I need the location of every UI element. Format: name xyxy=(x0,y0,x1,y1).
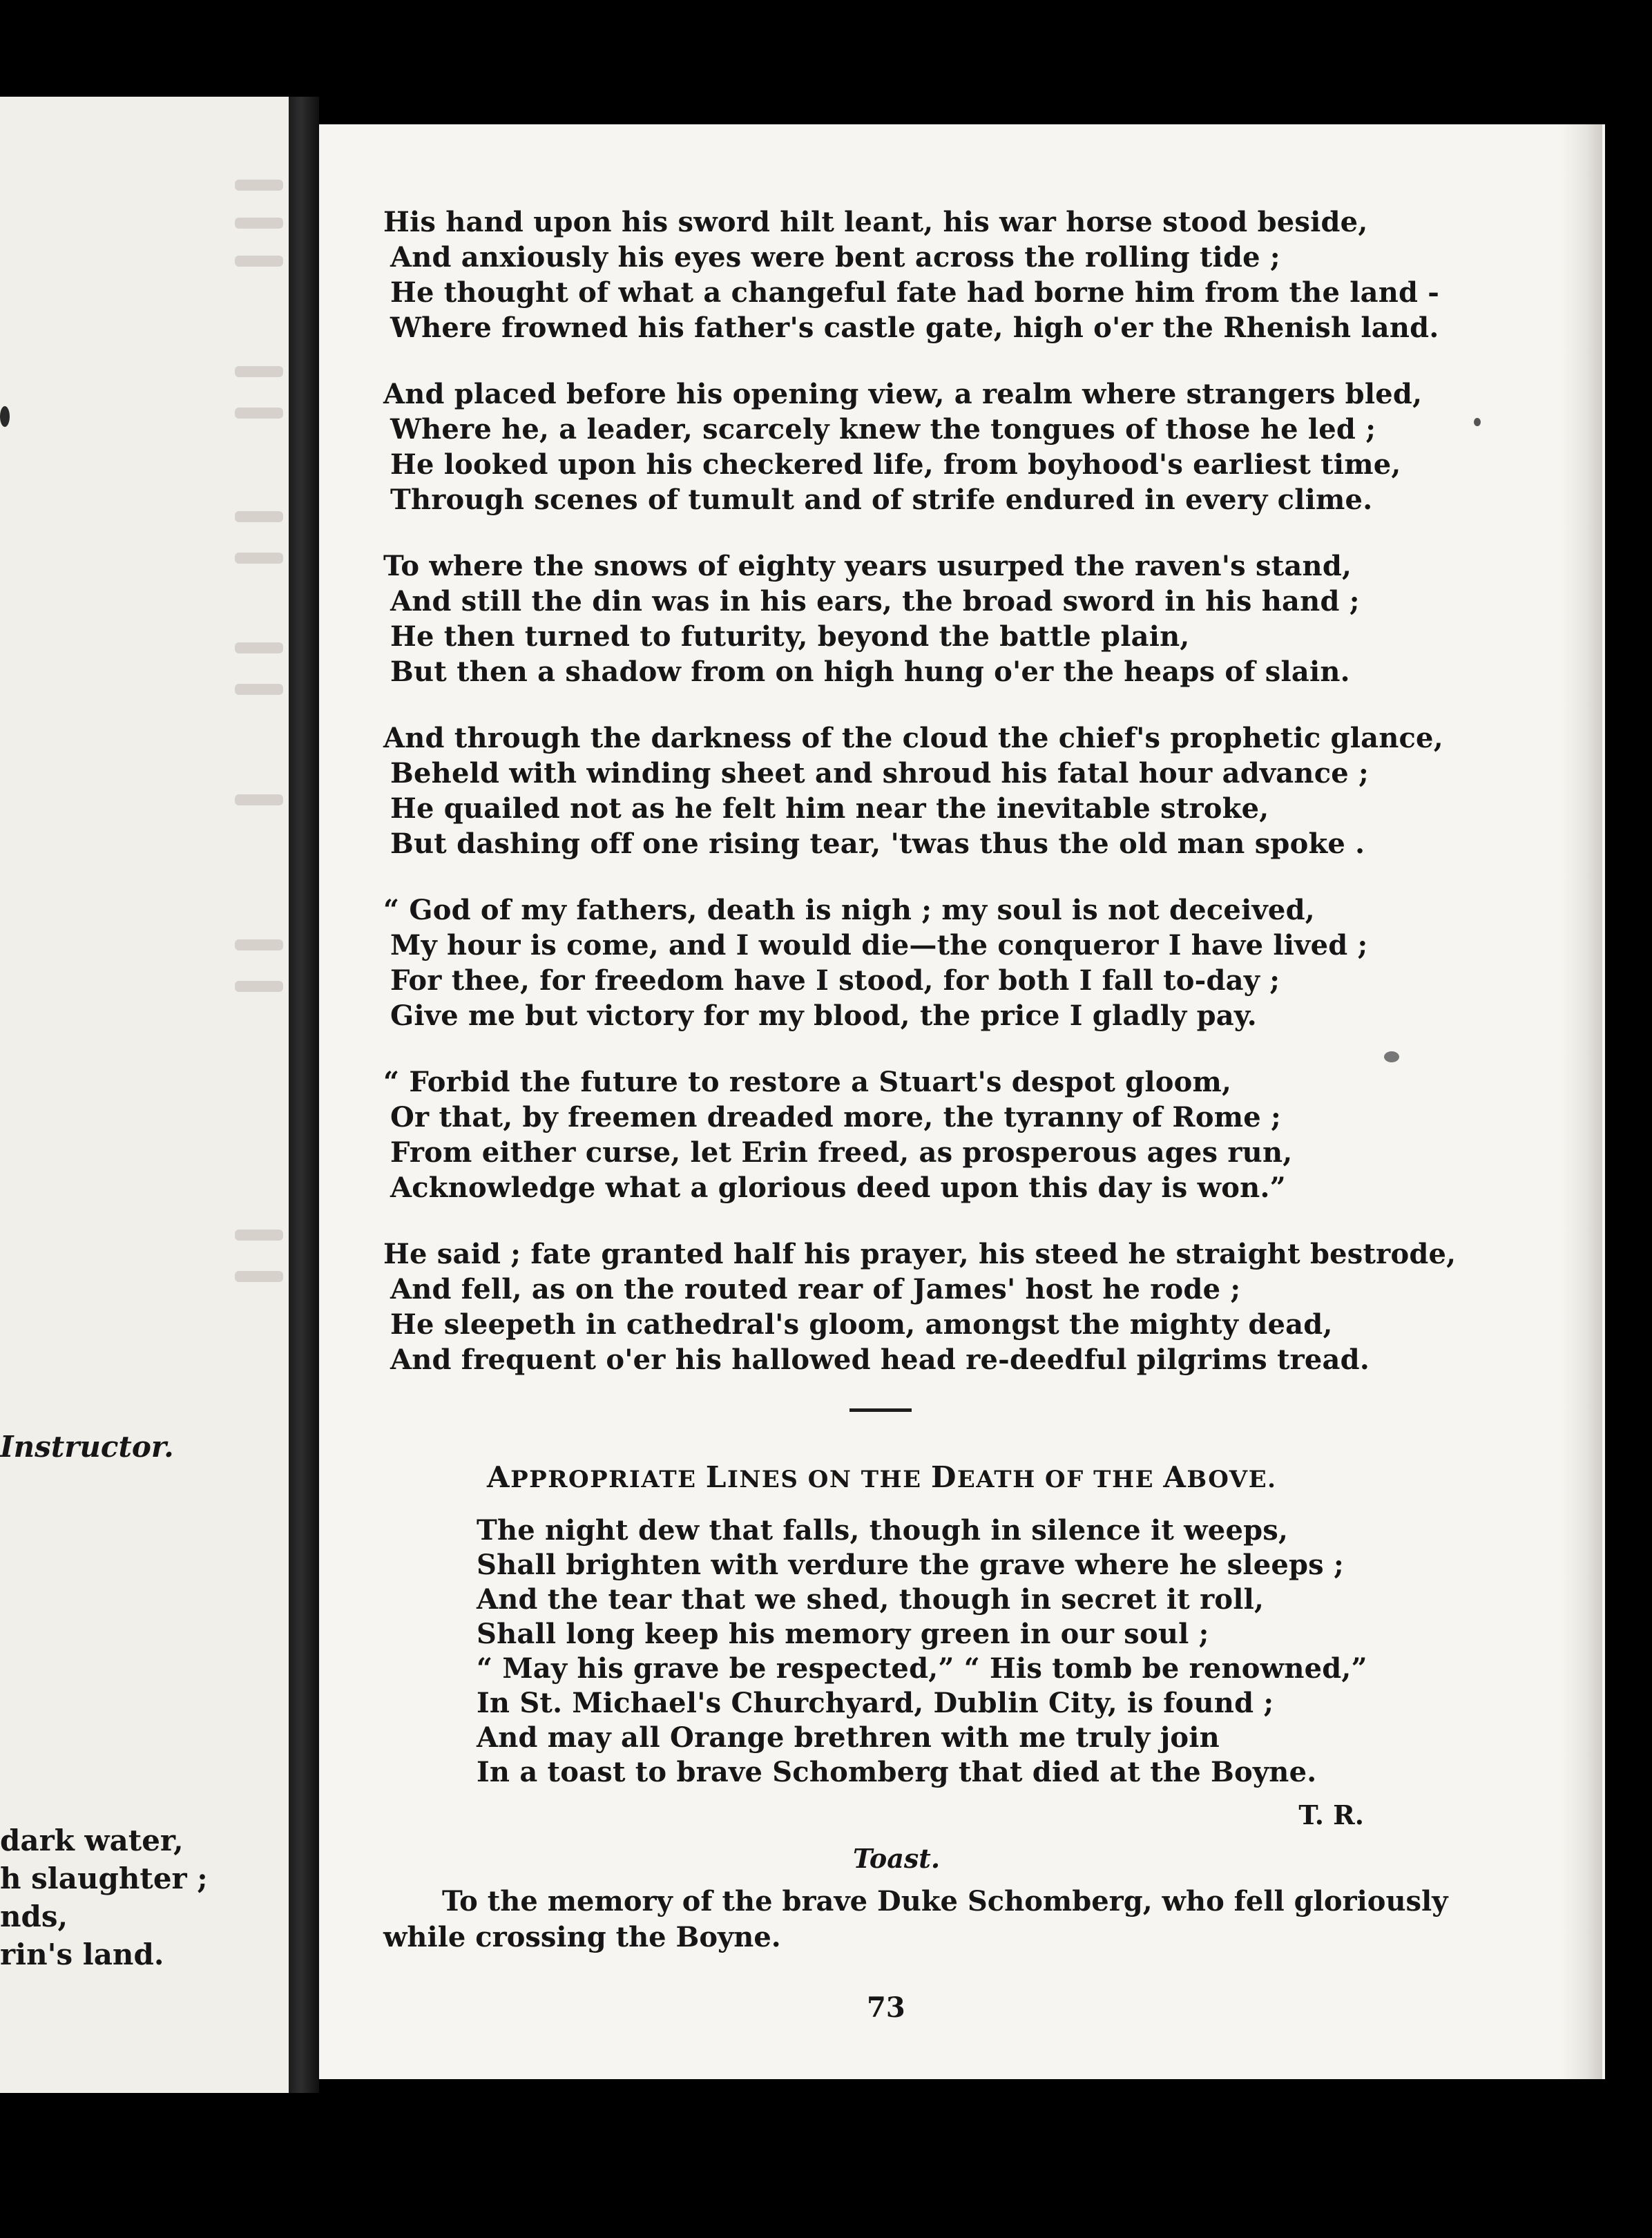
poem-line: “ May his grave be respected,” “ His tomb be renowned,” xyxy=(477,1652,1367,1685)
poem-line: For thee, for freedom have I stood, for both I fall to-day ; xyxy=(390,964,1280,997)
poem-line: In St. Michael's Churchyard, Dublin City, is found ; xyxy=(477,1687,1274,1719)
left-fragment-line: rin's land. xyxy=(0,1938,164,1971)
poem-line: He then turned to futurity, beyond the battle plain, xyxy=(390,620,1190,653)
left-fragment-line: h slaughter ; xyxy=(0,1862,208,1895)
left-fragment-instructor: Instructor. xyxy=(0,1430,174,1464)
poem-line: And the tear that we shed, though in secret it roll, xyxy=(477,1583,1265,1616)
faded-text-fragment xyxy=(235,1230,283,1241)
author-signature: T. R. xyxy=(1298,1799,1364,1830)
punctuation-mark xyxy=(0,406,10,427)
poem-line: The night dew that falls, though in silence it weeps, xyxy=(477,1514,1289,1547)
title-capital: A xyxy=(1163,1460,1187,1494)
faded-text-fragment xyxy=(235,794,283,805)
poem-line: Where he, a leader, scarcely knew the tongues of those he led ; xyxy=(390,413,1376,446)
faded-text-fragment xyxy=(235,218,283,229)
poem-line: He sleepeth in cathedral's gloom, amongst the mighty dead, xyxy=(390,1308,1333,1341)
stanza xyxy=(383,892,1405,1033)
poem-line: Shall long keep his memory green in our soul ; xyxy=(477,1618,1209,1650)
poem-line: And anxiously his eyes were bent across the rolling tide ; xyxy=(390,241,1280,274)
title-capital: D xyxy=(930,1460,957,1494)
poem-line: To where the snows of eighty years usurped the raven's stand, xyxy=(383,550,1352,582)
poem-line: He looked upon his checkered life, from boyhood's earliest time, xyxy=(390,448,1401,481)
stanza xyxy=(383,1236,1457,1377)
poem-line: He said ; fate granted half his prayer, his steed he straight bestrode, xyxy=(383,1238,1457,1270)
appropriate-lines-poem xyxy=(477,1513,1405,1790)
faded-text-fragment xyxy=(235,180,283,191)
poem-line: But dashing off one rising tear, 'twas thus the old man spoke . xyxy=(390,828,1365,860)
faded-text-fragment xyxy=(235,553,283,564)
faded-text-fragment xyxy=(235,511,283,522)
title-smallcaps: BOVE. xyxy=(1187,1466,1277,1493)
stanza xyxy=(383,204,1440,345)
poem-line: And fell, as on the routed rear of James' host he rode ; xyxy=(390,1273,1241,1306)
page-content xyxy=(383,204,1457,2024)
left-facing-page xyxy=(0,97,289,2093)
poem-line: Beheld with winding sheet and shroud his fatal hour advance ; xyxy=(390,757,1370,790)
poem-line: His hand upon his sword hilt leant, his war horse stood beside, xyxy=(383,206,1368,238)
poem-line: And may all Orange brethren with me truly join xyxy=(477,1721,1220,1754)
faded-text-fragment xyxy=(235,366,283,377)
faded-text-fragment xyxy=(235,684,283,695)
poem-line: He quailed not as he felt him near the inevitable stroke, xyxy=(390,792,1269,825)
poem-line: Acknowledge what a glorious deed upon this day is won.” xyxy=(390,1171,1286,1204)
poem-line: Shall brighten with verdure the grave where he sleeps ; xyxy=(477,1549,1344,1581)
stanza xyxy=(383,376,1423,517)
poem-line: Give me but victory for my blood, the price I gladly pay. xyxy=(390,1000,1257,1032)
section-title xyxy=(487,1460,1405,1494)
left-fragment-line: dark water, xyxy=(0,1824,184,1857)
page-edge-shadow xyxy=(1561,124,1602,2079)
poem-line: From either curse, let Erin freed, as prosperous ages run, xyxy=(390,1136,1293,1169)
poem xyxy=(383,204,1457,1377)
poem-line: “ Forbid the future to restore a Stuart's despot gloom, xyxy=(383,1066,1232,1098)
poem-line: And through the darkness of the cloud the chief's prophetic glance, xyxy=(383,722,1443,754)
faded-text-fragment xyxy=(235,256,283,267)
poem-line: Or that, by freemen dreaded more, the tyranny of Rome ; xyxy=(390,1101,1282,1134)
stanza xyxy=(383,720,1443,861)
stanza xyxy=(383,548,1405,689)
title-smallcaps: PPROPRIATE xyxy=(510,1466,706,1493)
left-fragment-line: nds, xyxy=(0,1900,68,1933)
poem-line: And still the din was in his ears, the broad sword in his hand ; xyxy=(390,585,1360,618)
title-smallcaps: EATH OF THE xyxy=(957,1466,1164,1493)
section-divider xyxy=(849,1408,912,1412)
toast-line: To the memory of the brave Duke Schomberg, who fell gloriously xyxy=(442,1885,1448,1917)
toast-heading: Toast. xyxy=(853,1843,941,1874)
title-smallcaps: INES ON THE xyxy=(727,1466,931,1493)
poem-line: And frequent o'er his hallowed head re-deedful pilgrims tread. xyxy=(390,1343,1370,1376)
poem-line: My hour is come, and I would die—the conqueror I have lived ; xyxy=(390,929,1368,962)
faded-text-fragment xyxy=(235,981,283,992)
poem-line: He thought of what a changeful fate had borne him from the land - xyxy=(390,276,1440,309)
faded-text-fragment xyxy=(235,642,283,653)
poem-line: In a toast to brave Schomberg that died at the Boyne. xyxy=(477,1756,1317,1788)
poem-line: “ God of my fathers, death is nigh ; my soul is not deceived, xyxy=(383,894,1315,926)
faded-text-fragment xyxy=(235,1271,283,1282)
title-capital: L xyxy=(705,1460,727,1494)
toast-text xyxy=(383,1884,1448,1955)
poem-line: Where frowned his father's castle gate, high o'er the Rhenish land. xyxy=(390,312,1439,344)
book-gutter xyxy=(289,97,319,2093)
page-number: 73 xyxy=(867,1991,905,2024)
faded-text-fragment xyxy=(235,939,283,950)
poem-line: Through scenes of tumult and of strife endured in every clime. xyxy=(390,484,1373,516)
faded-text-fragment xyxy=(235,408,283,419)
stanza xyxy=(383,1064,1405,1205)
poem-line: And placed before his opening view, a realm where strangers bled, xyxy=(383,378,1423,410)
poem-line: But then a shadow from on high hung o'er the heaps of slain. xyxy=(390,656,1350,688)
print-speck xyxy=(1474,418,1481,426)
title-capital: A xyxy=(487,1460,511,1494)
toast-line: while crossing the Boyne. xyxy=(383,1921,781,1953)
